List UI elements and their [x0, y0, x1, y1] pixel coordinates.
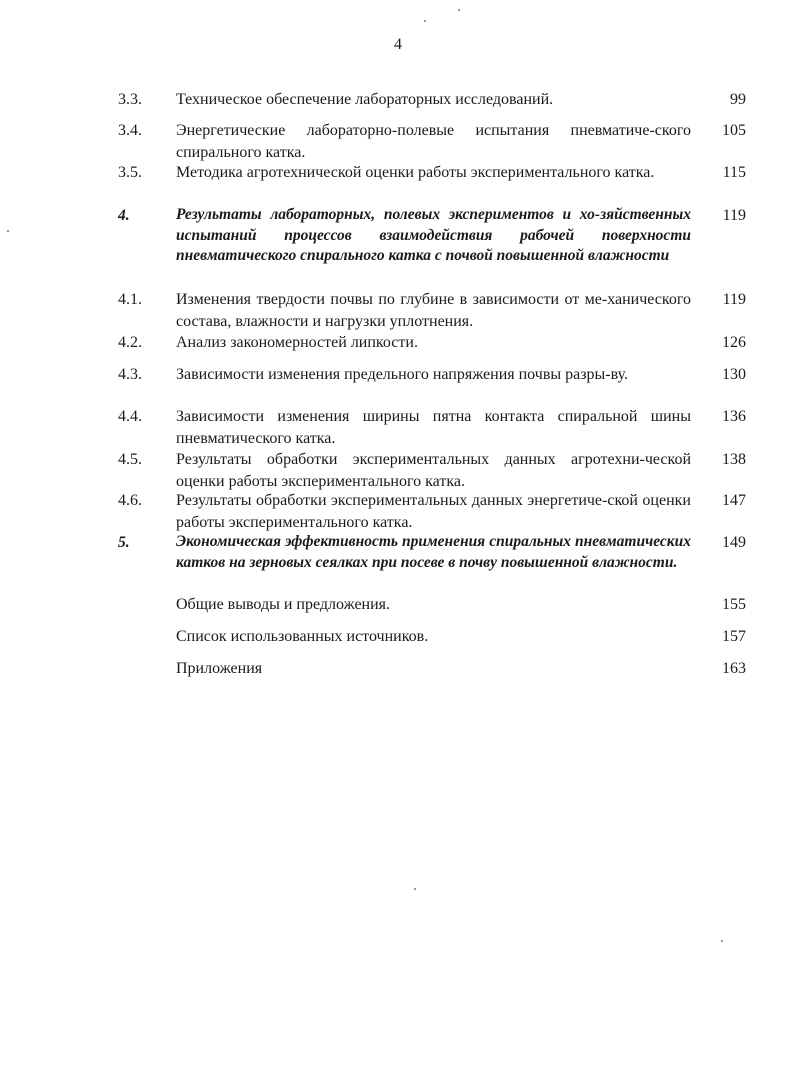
toc-entry-title: Энергетические лабораторно-полевые испытания пневматиче-ского спирального катка. [176, 122, 691, 161]
toc-entry-page: 115 [722, 164, 746, 181]
scan-speck [7, 230, 9, 232]
scan-speck [458, 9, 460, 11]
toc-entry-title: Список использованных источников. [176, 628, 429, 645]
toc-entry-number: 5. [118, 534, 130, 551]
toc-entry-title: Техническое обеспечение лабораторных исследований. [176, 91, 554, 108]
toc-entry-number: 4.4. [118, 408, 142, 425]
toc-entry-title: Общие выводы и предложения. [176, 596, 391, 613]
toc-entry-page: 147 [722, 492, 746, 509]
toc-entry-number: 4.3. [118, 366, 142, 383]
toc-entry-title: Методика агротехнической оценки работы экспериментального катка. [176, 164, 655, 181]
toc-entry-page: 119 [722, 291, 746, 308]
toc-entry-number: 4.6. [118, 492, 142, 509]
toc-entry-number: 3.4. [118, 122, 142, 139]
toc-entry-title: Анализ закономерностей липкости. [176, 334, 418, 351]
scan-speck [424, 20, 426, 22]
toc-entry-page: 105 [722, 122, 746, 139]
toc-entry-page: 163 [722, 660, 746, 677]
toc-entry-page: 157 [722, 628, 746, 645]
toc-entry-title: Приложения [176, 660, 263, 677]
toc-entry-title: Результаты обработки экспериментальных данных энергетиче-ской оценки работы экспериментального катка. [176, 492, 691, 531]
page-number: 4 [394, 36, 402, 53]
toc-entry-page: 138 [722, 451, 746, 468]
scan-speck [721, 940, 723, 942]
toc-entry-title: Изменения твердости почвы по глубине в зависимости от ме-ханического состава, влажности и нагрузки уплотнения. [176, 291, 691, 330]
toc-entry-page: 126 [722, 334, 746, 351]
toc-entry-title: Результаты лабораторных, полевых экспериментов и хо-зяйственных испытаний процессов взаимодействия рабочей поверхности пневматического спирального катка с почвой повышенной влажности [176, 206, 691, 264]
toc-entry-title: Результаты обработки экспериментальных данных агротехни-ческой оценки работы экспериментального катка. [176, 451, 691, 490]
toc-entry-title: Зависимости изменения предельного напряжения почвы разры-ву. [176, 366, 629, 383]
toc-entry-page: 155 [722, 596, 746, 613]
scan-speck [414, 888, 416, 890]
toc-entry-number: 4.1. [118, 291, 142, 308]
toc-entry-number: 3.3. [118, 91, 142, 108]
toc-entry-page: 99 [730, 91, 746, 108]
toc-entry-number: 4. [118, 207, 130, 224]
toc-entry-page: 149 [722, 534, 746, 551]
toc-entry-title: Зависимости изменения ширины пятна контакта спиральной шины пневматического катка. [176, 408, 691, 447]
toc-entry-page: 130 [722, 366, 746, 383]
toc-entry-number: 4.2. [118, 334, 142, 351]
toc-entry-number: 4.5. [118, 451, 142, 468]
toc-entry-number: 3.5. [118, 164, 142, 181]
toc-entry-title: Экономическая эффективность применения спиральных пневматических катков на зерновых сеялках при посеве в почву повышенной влажности. [176, 533, 691, 571]
toc-entry-page: 119 [722, 207, 746, 224]
toc-entry-page: 136 [722, 408, 746, 425]
